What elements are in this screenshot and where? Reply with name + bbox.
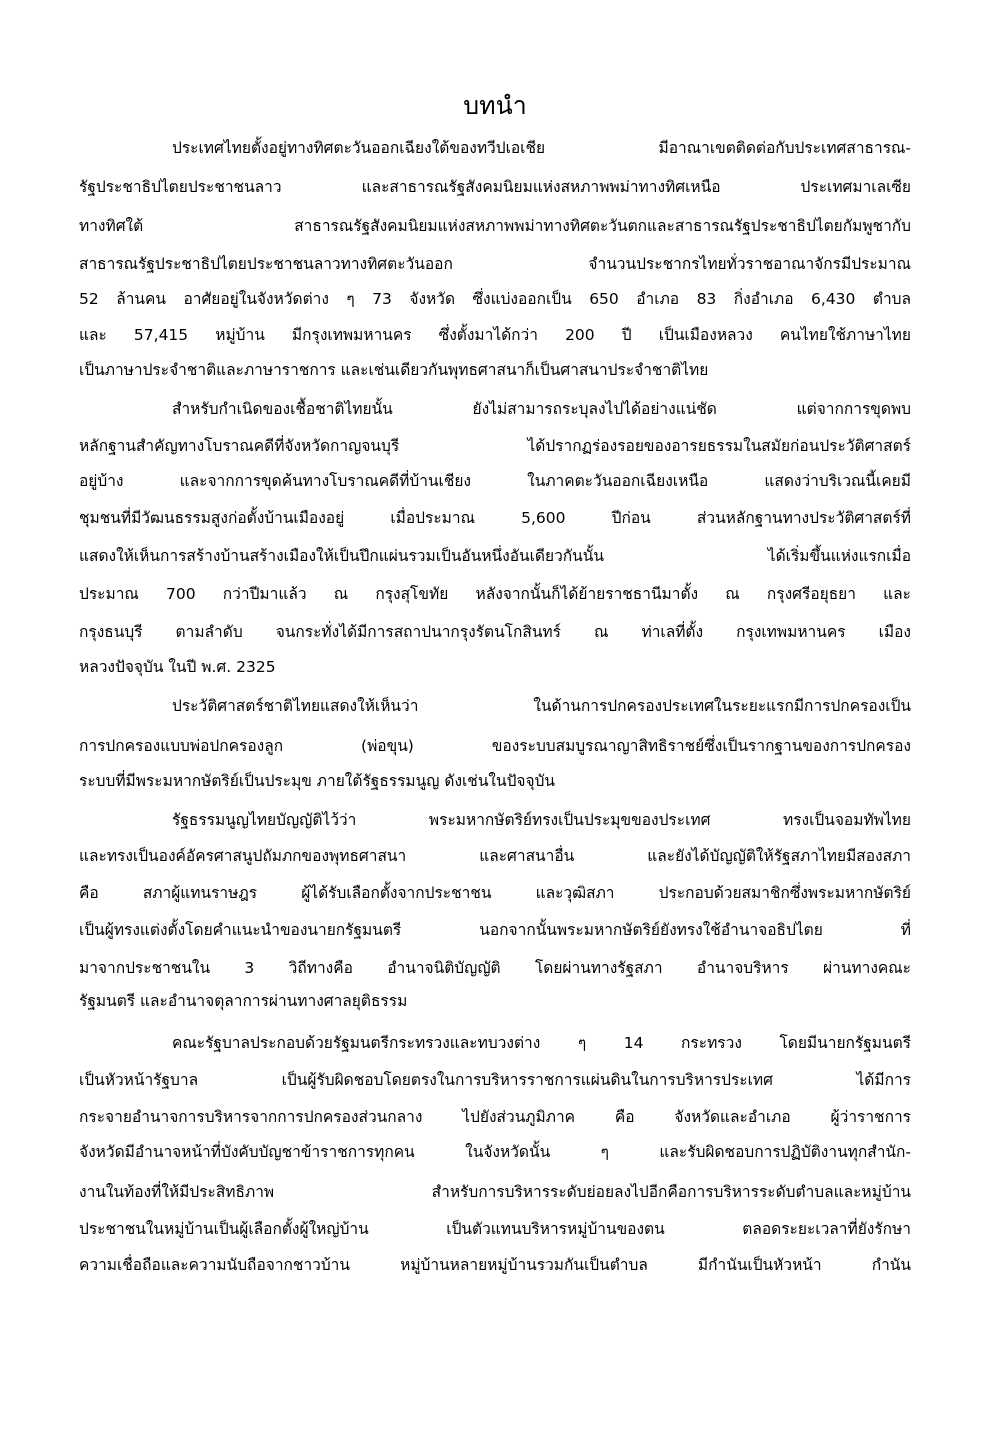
- text-line: คือ สภาผู้แทนราษฎร ผู้ได้รับเลือกตั้งจากประชาชน และวุฒิสภา ประกอบด้วยสมาชิกซึ่งพระมหากษัตริย์: [79, 884, 911, 902]
- text-line: อยู่บ้าง และจากการขุดค้นทางโบราณคดีที่บ้านเชียง ในภาคตะวันออกเฉียงเหนือ แสดงว่าบริเวณนี้เคยมี: [79, 472, 911, 490]
- text-line: เป็นภาษาประจำชาติและภาษาราชการ และเช่นเดียวกันพุทธศาสนาก็เป็นศาสนาประจำชาติไทย: [79, 361, 709, 379]
- text-line: ประชาชนในหมู่บ้านเป็นผู้เลือกตั้งผู้ใหญ่บ้าน เป็นตัวแทนบริหารหมู่บ้านของตน ตลอดระยะเวลาที่ยังรักษา: [79, 1220, 911, 1238]
- text-line: รัฐประชาธิปไตยประชาชนลาว และสาธารณรัฐสังคมนิยมแห่งสหภาพพม่าทางทิศเหนือ ประเทศมาเลเซีย: [79, 178, 911, 196]
- text-line: เป็นหัวหน้ารัฐบาล เป็นผู้รับผิดชอบโดยตรงในการบริหารราชการแผ่นดินในการบริหารประเทศ ได้มีการ: [79, 1071, 911, 1089]
- text-line: 52 ล้านคน อาศัยอยู่ในจังหวัดต่าง ๆ 73 จังหวัด ซึ่งแบ่งออกเป็น 650 อำเภอ 83 กิ่งอำเภอ 6,430 ตำบล: [79, 290, 911, 308]
- text-line: งานในท้องที่ให้มีประสิทธิภาพ สำหรับการบริหารระดับย่อยลงไปอีกคือการบริหารระดับตำบลและหมู่บ้าน: [79, 1183, 911, 1201]
- text-line: ประเทศไทยตั้งอยู่ทางทิศตะวันออกเฉียงใต้ของทวีปเอเชีย มีอาณาเขตติดต่อกับประเทศสาธารณ-: [172, 139, 911, 157]
- text-line: กรุงธนบุรี ตามลำดับ จนกระทั่งได้มีการสถาปนากรุงรัตนโกสินทร์ ณ ท่าเลที่ตั้ง กรุงเทพมหานคร เมือง: [79, 623, 911, 641]
- text-line: สาธารณรัฐประชาธิปไตยประชาชนลาวทางทิศตะวันออก จำนวนประชากรไทยทั่วราชอาณาจักรมีประมาณ: [79, 255, 911, 273]
- text-line: และทรงเป็นองค์อัครศาสนูปถัมภกของพุทธศาสนา และศาสนาอื่น และยังได้บัญญัติให้รัฐสภาไทยมีสองสภา: [79, 847, 911, 865]
- text-line: หลักฐานสำคัญทางโบราณคดีที่จังหวัดกาญจนบุรี ได้ปรากฏร่องรอยของอารยธรรมในสมัยก่อนประวัติศาสตร์: [79, 437, 911, 455]
- text-line: ชุมชนที่มีวัฒนธรรมสูงก่อตั้งบ้านเมืองอยู่ เมื่อประมาณ 5,600 ปีก่อน ส่วนหลักฐานทางประวัติศาสตร์ที่: [79, 509, 911, 527]
- text-line: ความเชื่อถือและความนับถือจากชาวบ้าน หมู่บ้านหลายหมู่บ้านรวมกันเป็นตำบล มีกำนันเป็นหัวหน้า กำนัน: [79, 1256, 911, 1274]
- text-line: รัฐธรรมนูญไทยบัญญัติไว้ว่า พระมหากษัตริย์ทรงเป็นประมุขของประเทศ ทรงเป็นจอมทัพไทย: [172, 811, 911, 829]
- text-line: คณะรัฐบาลประกอบด้วยรัฐมนตรีกระทรวงและทบวงต่าง ๆ 14 กระทรวง โดยมีนายกรัฐมนตรี: [172, 1034, 911, 1052]
- page-title: บทนำ: [463, 91, 527, 120]
- text-line: มาจากประชาชนใน 3 วิถีทางคือ อำนาจนิติบัญญัติ โดยผ่านทางรัฐสภา อำนาจบริหาร ผ่านทางคณะ: [79, 959, 911, 977]
- text-line: สำหรับกำเนิดของเชื้อชาติไทยนั้น ยังไม่สามารถระบุลงไปได้อย่างแน่ชัด แต่จากการขุดพบ: [172, 400, 911, 418]
- text-line: หลวงปัจจุบัน ในปี พ.ศ. 2325: [79, 658, 276, 676]
- text-line: แสดงให้เห็นการสร้างบ้านสร้างเมืองให้เป็นปึกแผ่นรวมเป็นอันหนึ่งอันเดียวกันนั้น ได้เริ่มขึ้นแห่งแรกเมื่อ: [79, 547, 911, 565]
- text-line: ประวัติศาสตร์ชาติไทยแสดงให้เห็นว่า ในด้านการปกครองประเทศในระยะแรกมีการปกครองเป็น: [172, 697, 911, 715]
- text-line: เป็นผู้ทรงแต่งตั้งโดยคำแนะนำของนายกรัฐมนตรี นอกจากนั้นพระมหากษัตริย์ยังทรงใช้อำนาจอธิปไตย ที่: [79, 921, 911, 939]
- text-line: ประมาณ 700 กว่าปีมาแล้ว ณ กรุงสุโขทัย หลังจากนั้นก็ได้ย้ายราชธานีมาตั้ง ณ กรุงศรีอยุธยา และ: [79, 585, 911, 603]
- text-line: กระจายอำนาจการบริหารจากการปกครองส่วนกลาง ไปยังส่วนภูมิภาค คือ จังหวัดและอำเภอ ผู้ว่าราชการ: [79, 1108, 911, 1126]
- text-line: ทางทิศใต้ สาธารณรัฐสังคมนิยมแห่งสหภาพพม่าทางทิศตะวันตกและสาธารณรัฐประชาธิปไตยกัมพูชากับ: [79, 217, 911, 235]
- text-line: รัฐมนตรี และอำนาจตุลาการผ่านทางศาลยุติธรรม: [79, 992, 408, 1010]
- text-line: จังหวัดมีอำนาจหน้าที่บังคับบัญชาข้าราชการทุกคน ในจังหวัดนั้น ๆ และรับผิดชอบการปฏิบัติงานทุกสำนัก-: [79, 1143, 911, 1161]
- text-line: ระบบที่มีพระมหากษัตริย์เป็นประมุข ภายใต้รัฐธรรมนูญ ดังเช่นในปัจจุบัน: [79, 772, 556, 790]
- text-line: การปกครองแบบพ่อปกครองลูก (พ่อขุน) ของระบบสมบูรณาญาสิทธิราชย์ซึ่งเป็นรากฐานของการปกครอง: [79, 737, 911, 755]
- text-line: และ 57,415 หมู่บ้าน มีกรุงเทพมหานคร ซึ่งตั้งมาได้กว่า 200 ปี เป็นเมืองหลวง คนไทยใช้ภาษาไทย: [79, 326, 911, 344]
